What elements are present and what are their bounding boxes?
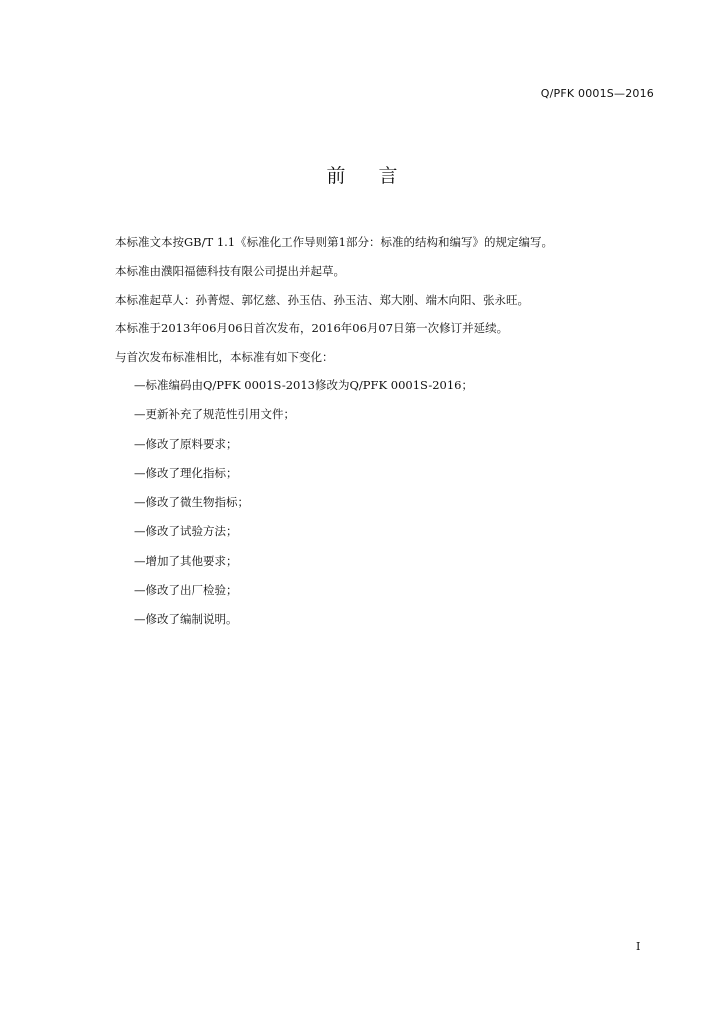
list-item: —增加了其他要求； — [134, 553, 238, 568]
changes-list — [134, 377, 473, 641]
paragraph-release-dates: 本标准于2013年06月06日首次发布，2016年06月07日第一次修订并延续。 — [115, 321, 509, 335]
list-item: —修改了试验方法； — [134, 524, 238, 539]
paragraph-proposer: 本标准由濮阳福德科技有限公司提出并起草。 — [115, 264, 345, 278]
paragraph-drafters: 本标准起草人：孙菁煜、郭忆慈、孙玉佶、孙玉洁、郑大刚、端木向阳、张永旺。 — [115, 293, 529, 307]
list-item: —标准编码由Q/PFK 0001S-2013修改为Q/PFK 0001S-2016； — [134, 378, 473, 392]
list-item: —修改了出厂检验； — [134, 583, 238, 598]
list-item: —更新补充了规范性引用文件； — [134, 407, 295, 422]
list-item: —修改了微生物指标； — [134, 495, 249, 510]
list-item: —修改了理化指标； — [134, 465, 238, 480]
list-item: —修改了编制说明。 — [134, 612, 238, 627]
document-code: Q/PFK 0001S—2016 — [540, 87, 654, 100]
page-number: I — [636, 940, 641, 953]
page-title: 前言 — [326, 165, 431, 187]
list-item: —修改了原料要求； — [134, 436, 238, 451]
paragraph-drafting-rules: 本标准文本按GB/T 1.1《标准化工作导则第1部分：标准的结构和编写》的规定编写。 — [115, 235, 553, 249]
paragraph-changes-intro: 与首次发布标准相比，本标准有如下变化： — [115, 350, 334, 364]
